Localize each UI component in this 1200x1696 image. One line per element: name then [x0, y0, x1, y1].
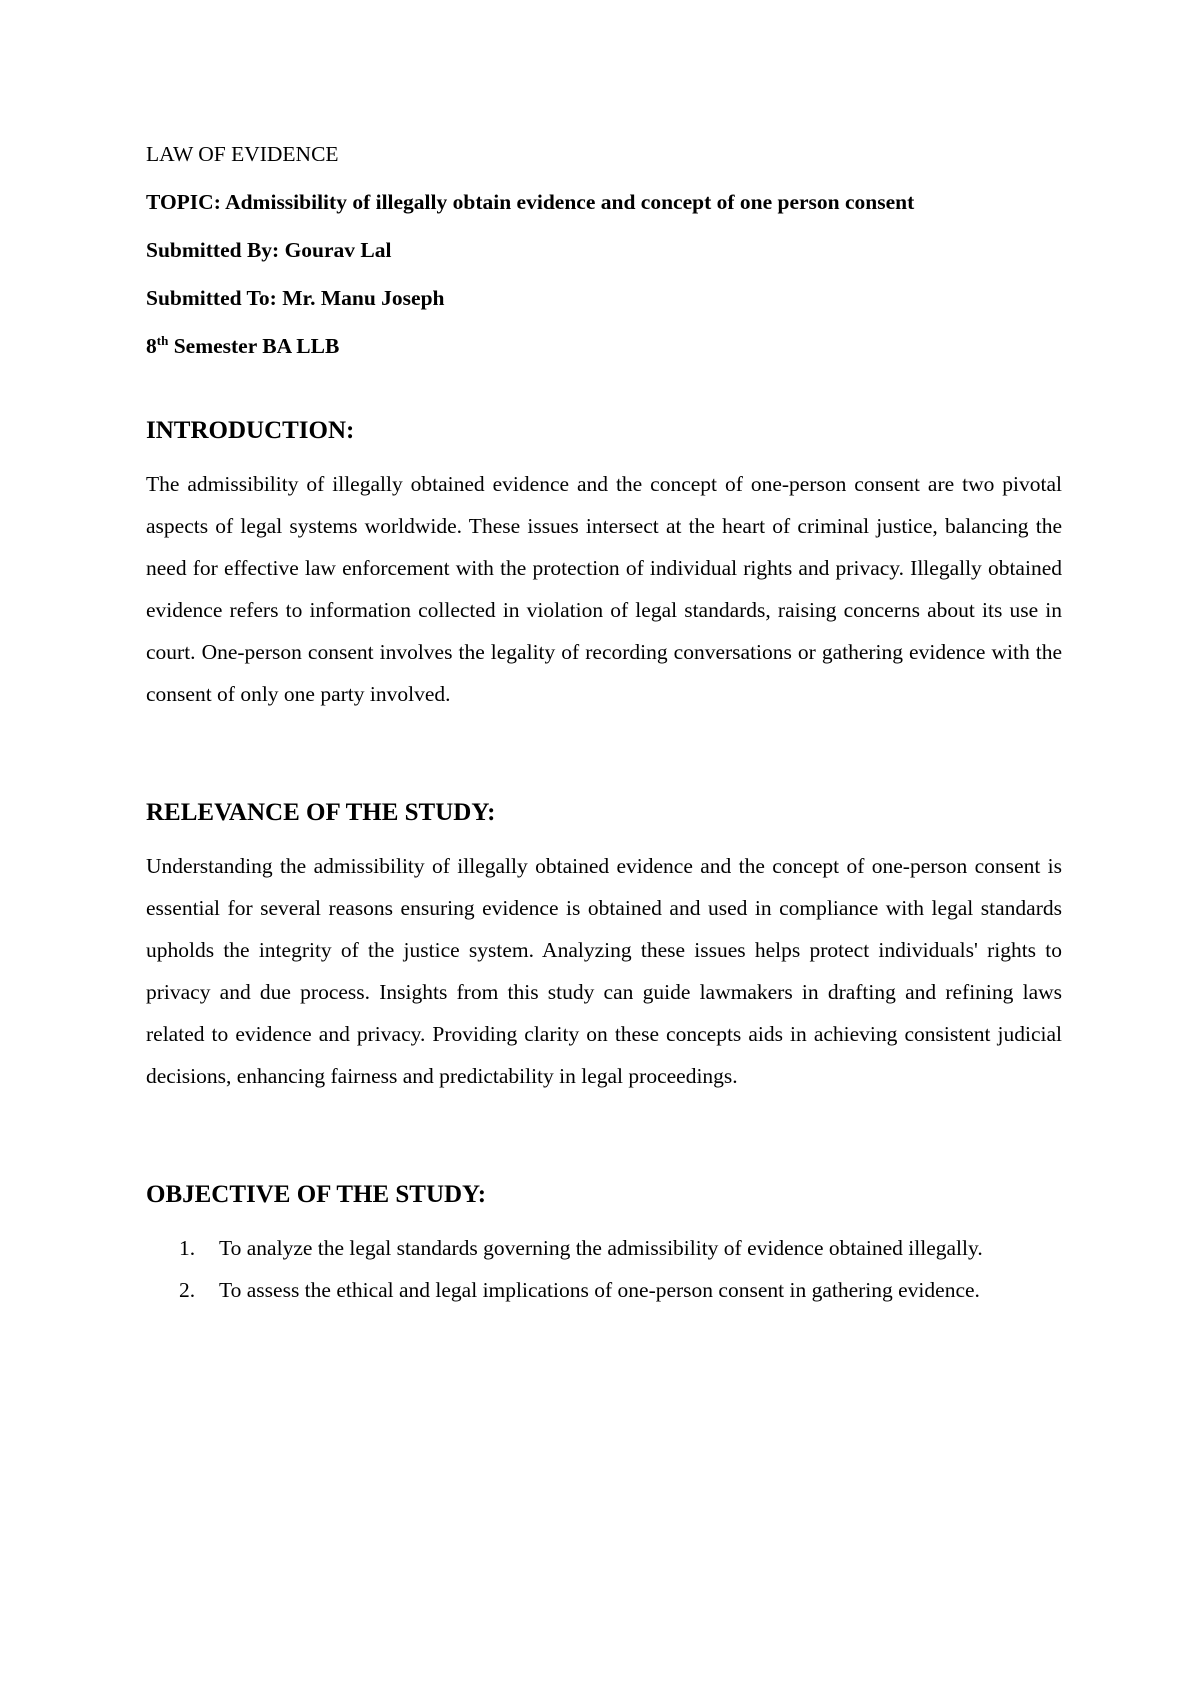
- document-page: [146, 140, 1062, 1311]
- relevance-paragraph: Understanding the admissibility of illegally obtained evidence and the concept of one-person consent is essential for several reasons ensuring evidence is obtained and used in compliance with legal standards upholds the integrity of the justice system. Analyzing these issues helps protect individuals' rights to privacy and due process. Insights from this study can guide lawmakers in drafting and refining laws related to evidence and privacy. Providing clarity on these concepts aids in achieving consistent judicial decisions, enhancing fairness and predictability in legal proceedings.: [146, 854, 1062, 1088]
- objective-item: [146, 1269, 1062, 1311]
- introduction-heading: INTRODUCTION:: [146, 417, 355, 444]
- objective-item-number: 1.: [179, 1236, 196, 1260]
- objective-item: [146, 1227, 1062, 1269]
- topic-text: Admissibility of illegally obtain evidence and concept of one person consent: [225, 190, 915, 214]
- subject-line: LAW OF EVIDENCE: [146, 142, 339, 166]
- topic-label: TOPIC:: [146, 190, 221, 214]
- submitted-to-line: Submitted To: Mr. Manu Joseph: [146, 286, 445, 310]
- submitted-by-line: Submitted By: Gourav Lal: [146, 238, 392, 262]
- semester-text: Semester BA LLB: [173, 334, 340, 358]
- semester-number: 8: [146, 334, 157, 358]
- objective-item-text: To analyze the legal standards governing the admissibility of evidence obtained illegally.: [219, 1236, 983, 1260]
- semester-ordinal-suffix: th: [156, 333, 169, 348]
- objective-heading: OBJECTIVE OF THE STUDY:: [146, 1181, 487, 1208]
- semester-line: [146, 332, 1062, 360]
- relevance-heading: RELEVANCE OF THE STUDY:: [146, 799, 496, 826]
- introduction-paragraph: The admissibility of illegally obtained evidence and the concept of one-person consent are two pivotal aspects of legal systems worldwide. These issues intersect at the heart of criminal justice, balancing the need for effective law enforcement with the protection of individual rights and privacy. Illegally obtained evidence refers to information collected in violation of legal standards, raising concerns about its use in court. One-person consent involves the legality of recording conversations or gathering evidence with the consent of only one party involved.: [146, 472, 1062, 706]
- objective-item-number: 2.: [179, 1278, 196, 1302]
- objective-list: [146, 1227, 1062, 1311]
- topic-line: [146, 188, 1062, 216]
- objective-item-text: To assess the ethical and legal implications of one-person consent in gathering evidence.: [219, 1278, 980, 1302]
